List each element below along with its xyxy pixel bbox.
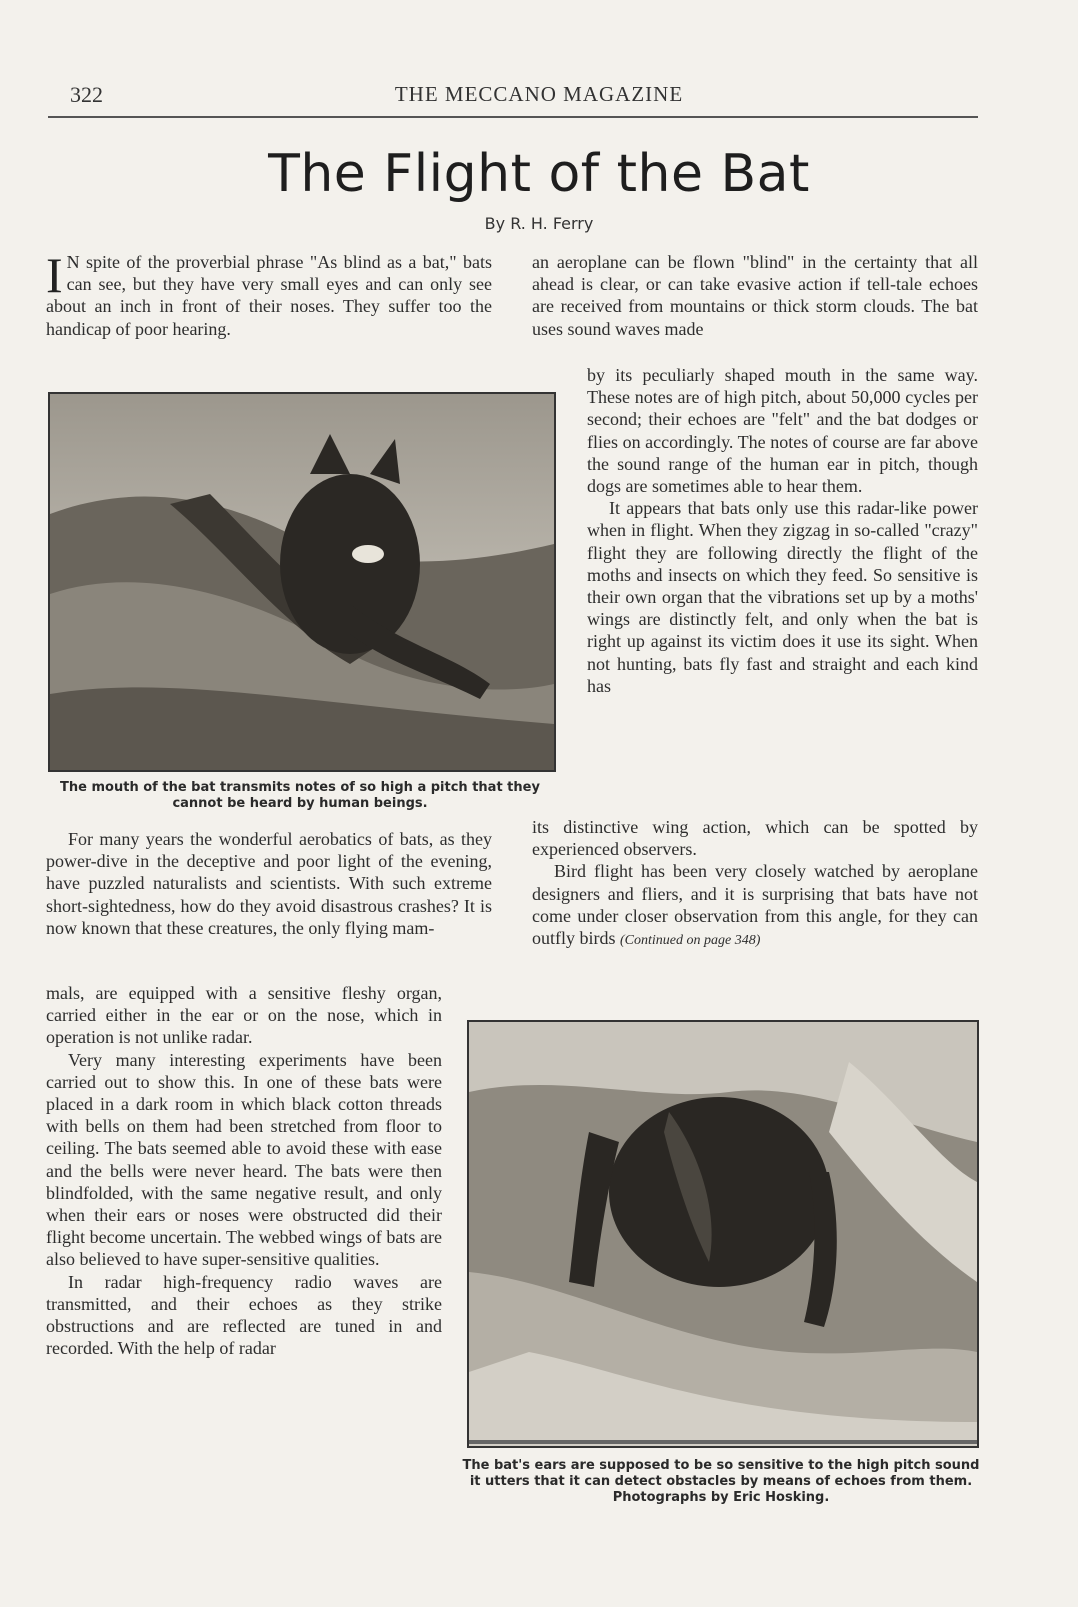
- experiments-section: [46, 982, 442, 1359]
- top-photo-caption: The mouth of the bat transmits notes of so high a pitch that they cannot be heard by human beings.: [60, 780, 540, 811]
- flight-radar-text: It appears that bats only use this radar-like power when in flight. When they zigzag in so-called "crazy" flight they are following directly the flight of the moths and insects on which they feed. So sensitive is their own organ that the vibrations set up by a moths' wings are distinctly felt, and only when the bat is right up against its victim does it use its sight. When not hunting, bats fly fast and straight and each kind has: [587, 498, 978, 696]
- continued-note: (Continued on page 348): [620, 933, 761, 949]
- aerobatics-text: For many years the wonderful aerobatics of bats, as they power-dive in the deceptive and poor light of the evening, have puzzled naturalists and scientists. With such extreme short-sightedness, how do they avoid disastrous crashes? It is now known that these creatures, the only flying mam-: [46, 829, 492, 938]
- aeroplane-paragraph: [532, 251, 978, 340]
- article-title: The Flight of the Bat: [268, 144, 810, 204]
- bottom-photo-caption: The bat's ears are supposed to be so sensitive to the high pitch sound it utters that it can detect obstacles by means of echoes from them. Photographs by Eric Hosking.: [462, 1458, 980, 1505]
- drop-cap: I: [46, 247, 63, 303]
- sound-waves-section: [587, 364, 978, 697]
- bird-flight-text: Bird flight has been very closely watched by aeroplane designers and fliers, and it is surprising that bats have not come under closer observation from this angle, for they can outfly birds: [532, 861, 978, 949]
- intro-paragraph: [46, 247, 492, 340]
- byline: By R. H. Ferry: [484, 214, 594, 233]
- header-divider: [48, 116, 978, 118]
- magazine-title: THE MECCANO MAGAZINE: [394, 82, 684, 106]
- aerobatics-paragraph: [46, 828, 492, 939]
- radar-organ-text: mals, are equipped with a sensitive fleshy organ, carried either in the ear or on the nose, which in operation is not unlike radar.: [46, 983, 442, 1048]
- page-number: 322: [70, 82, 103, 107]
- bat-ears-photo: [467, 1020, 979, 1448]
- intro-text: N spite of the proverbial phrase "As blind as a bat," bats can see, but they have very small eyes and can only see about an inch in front of their noses. They suffer too the handicap of poor hearing.: [46, 252, 492, 339]
- wing-action-text: its distinctive wing action, which can be spotted by experienced observers.: [532, 817, 978, 860]
- high-pitch-text: by its peculiarly shaped mouth in the same way. These notes are of high pitch, about 50,000 cycles per second; their echoes are "felt" and the bat dodges or flies on accordingly. The notes of course are far above the sound range of the human ear in pitch, though dogs are sometimes able to hear them.: [587, 365, 978, 497]
- bird-flight-section: [532, 816, 978, 952]
- experiments-text: Very many interesting experiments have been carried out to show this. In one of these bats were placed in a dark room in which black cotton threads with bells on them had been stretched from floor to ceiling. The bats seemed able to avoid these with ease and the bells were never heard. The bats were then blindfolded, with the same negative result, and only when their ears or noses were obstructed did their flight become uncertain. The webbed wings of bats are also believed to have super-sensitive qualities.: [46, 1049, 442, 1270]
- aeroplane-text: an aeroplane can be flown "blind" in the certainty that all ahead is clear, or can take evasive action if tell-tale echoes are received from mountains or thick storm clouds. The bat uses sound waves made: [532, 252, 978, 339]
- radar-waves-text: In radar high-frequency radio waves are transmitted, and their echoes as they strike obstructions and are reflected are tuned in and recorded. With the help of radar: [46, 1271, 442, 1359]
- bat-mouth-photo: [48, 392, 556, 772]
